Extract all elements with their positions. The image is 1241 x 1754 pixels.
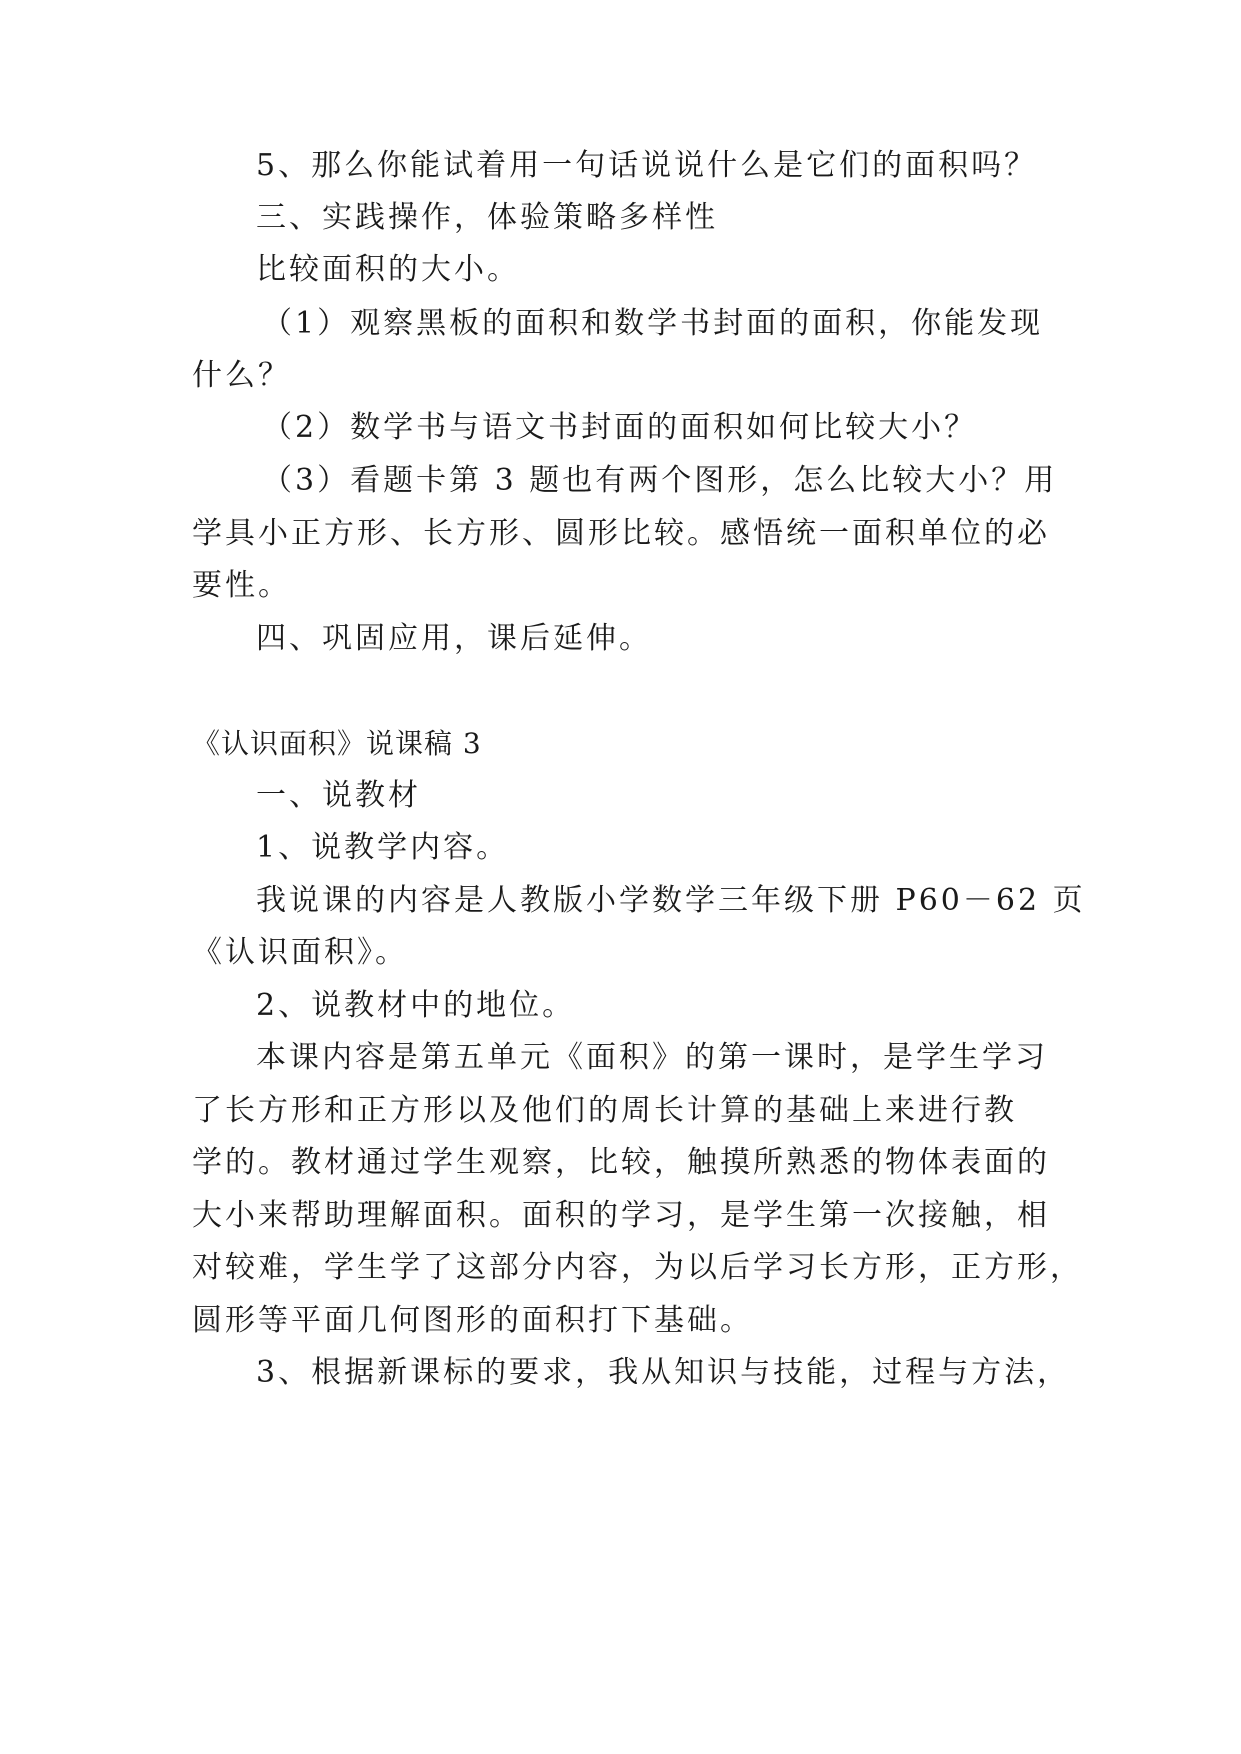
text-line: 什么？ bbox=[192, 358, 291, 393]
text-line: 学的。教材通过学生观察，比较，触摸所熟悉的物体表面的 bbox=[192, 1145, 1050, 1180]
text-line: （1）观察黑板的面积和数学书封面的面积，你能发现 bbox=[262, 306, 1044, 341]
section-heading: 三、实践操作，体验策略多样性 bbox=[256, 200, 718, 235]
text-line: 《认识面积》。 bbox=[192, 935, 408, 970]
text-line: 1、说教学内容。 bbox=[256, 830, 510, 865]
section-heading: 一、说教材 bbox=[256, 778, 421, 813]
text-line: （3）看题卡第 3 题也有两个图形，怎么比较大小？用 bbox=[262, 463, 1058, 498]
text-line: 我说课的内容是人教版小学数学三年级下册 P60－62 页 bbox=[256, 883, 1086, 918]
text-line: 比较面积的大小。 bbox=[256, 252, 520, 287]
text-line: 本课内容是第五单元《面积》的第一课时，是学生学习 bbox=[256, 1040, 1048, 1075]
text-line: 了长方形和正方形以及他们的周长计算的基础上来进行教 bbox=[192, 1093, 1017, 1128]
text-line: （2）数学书与语文书封面的面积如何比较大小？ bbox=[262, 410, 978, 445]
text-line: 大小来帮助理解面积。面积的学习，是学生第一次接触，相 bbox=[192, 1198, 1050, 1233]
document-title: 《认识面积》说课稿 3 bbox=[192, 727, 482, 760]
section-heading: 四、巩固应用，课后延伸。 bbox=[256, 621, 652, 656]
text-line: 要性。 bbox=[192, 568, 291, 603]
text-line: 对较难，学生学了这部分内容，为以后学习长方形，正方形， bbox=[192, 1250, 1083, 1285]
text-line: 圆形等平面几何图形的面积打下基础。 bbox=[192, 1303, 753, 1338]
text-line: 3、根据新课标的要求，我从知识与技能，过程与方法， bbox=[256, 1355, 1071, 1390]
text-line: 学具小正方形、长方形、圆形比较。感悟统一面积单位的必 bbox=[192, 516, 1050, 551]
text-line: 2、说教材中的地位。 bbox=[256, 988, 576, 1023]
text-line: 5、那么你能试着用一句话说说什么是它们的面积吗？ bbox=[256, 148, 1038, 183]
